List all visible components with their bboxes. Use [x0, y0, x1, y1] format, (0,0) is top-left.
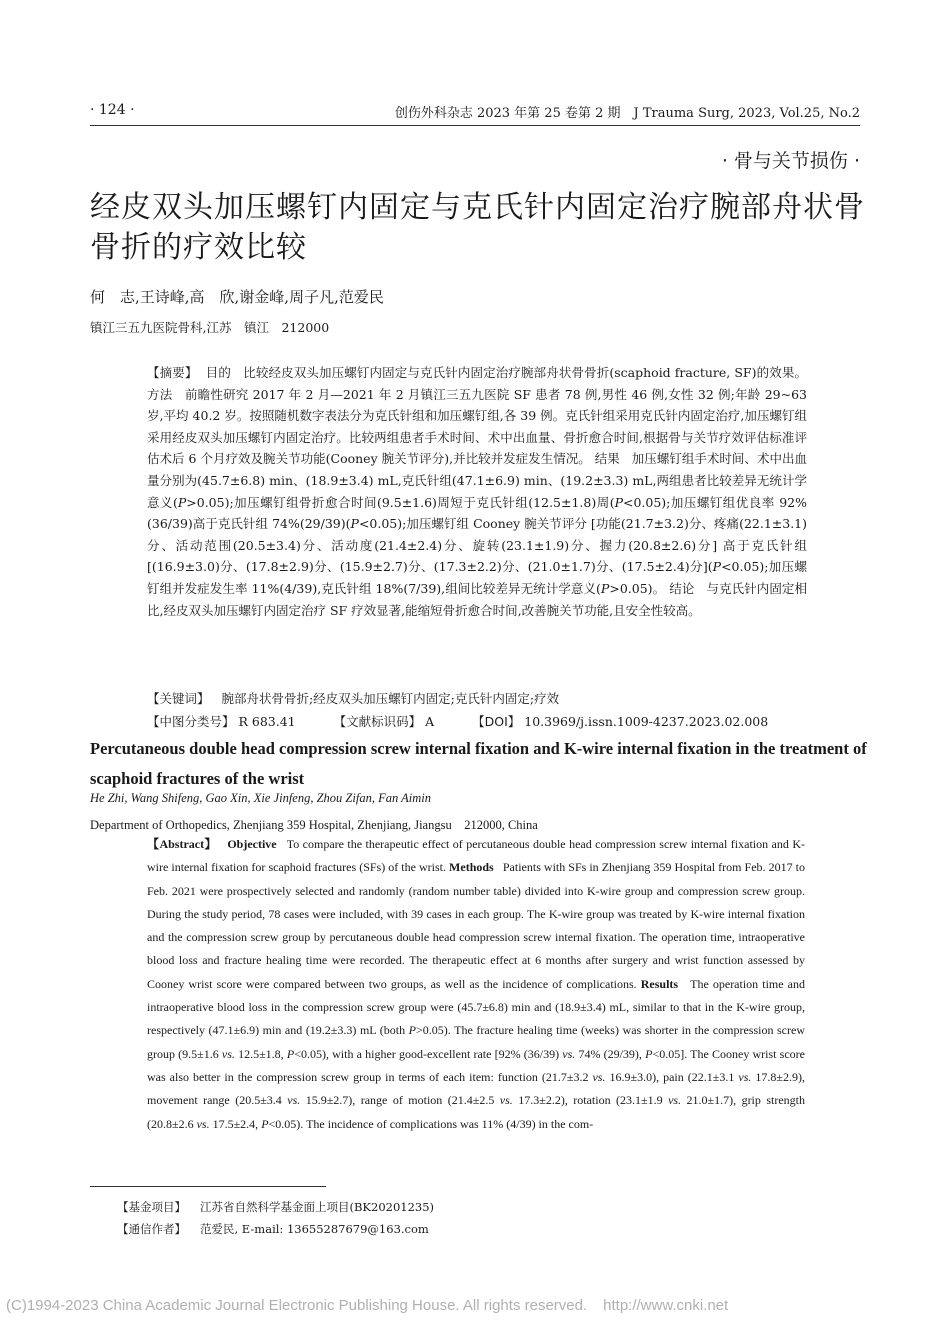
p-symbol: P [261, 1116, 269, 1131]
p-symbol: P [350, 516, 359, 532]
results-en-text: 21.0±1.7), grip strength (20.8±2.6 [147, 1093, 806, 1131]
abstract-en [147, 833, 805, 1136]
results-en-text: <0.05]. The Cooney wrist score was also better in the compression screw group in terms of each item: function (21.7±3.2 [147, 1046, 805, 1084]
objective-en-label: Objective [227, 837, 277, 851]
affiliation-zh: 镇江三五九医院骨科,江苏 镇江 212000 [90, 320, 330, 335]
funding-label: 【基金项目】 [117, 1200, 186, 1214]
results-en-text: The operation time and intraoperative blood loss in the compression screw group were (45.7±6.8) min and (18.9±3.4) mL, similar to that in the K-wire group, respectively (47.1±6.9) min and (19.2±3.3) mL (both [147, 976, 805, 1038]
keywords-label: 【关键词】 [147, 691, 210, 706]
header-divider [90, 125, 860, 126]
journal-citation: 创伤外科杂志 2023 年第 25 卷第 2 期 J Trauma Surg, 2023, Vol.25, No.2 [394, 106, 860, 121]
results-en-text: 17.5±2.4, [209, 1116, 262, 1131]
methods-zh-label: 方法 [147, 386, 173, 402]
keywords-text: 腕部舟状骨骨折;经皮双头加压螺钉内固定;克氏针内固定;疗效 [221, 691, 560, 706]
p-symbol: P [177, 494, 187, 510]
clc-label: 【中图分类号】 [147, 714, 235, 729]
p-symbol: P [645, 1046, 653, 1061]
methods-en-label: Methods [449, 860, 494, 875]
copyright-text: (C)1994-2023 China Academic Journal Electronic Publishing House. All rights reserved. [6, 1297, 588, 1314]
results-zh-text: >0.05);加压螺钉组骨折愈合时间(9.5±1.6)周短于克氏针组(12.5±1.8)周( [186, 494, 615, 510]
results-en-text: 15.9±2.7), range of motion (21.4±2.5 [300, 1093, 500, 1108]
corresponding-label: 【通信作者】 [117, 1222, 186, 1236]
corresponding-text: 范爱民, E-mail: 13655287679@163.com [200, 1222, 429, 1236]
p-symbol: P [408, 1023, 416, 1038]
results-en-text: <0.05), with a higher good-excellent rate [92% (36/39) [294, 1046, 563, 1061]
page-number: · 124 · [90, 102, 135, 118]
results-en-text: 12.5±1.8, [234, 1046, 287, 1061]
clc-value: R 683.41 [238, 714, 296, 729]
section-label: · 骨与关节损伤 · [721, 150, 860, 172]
article-title-zh: 经皮双头加压螺钉内固定与克氏针内固定治疗腕部舟状骨骨折的疗效比较 [90, 190, 865, 265]
results-zh-text: <0.05);加压螺钉组 Cooney 腕关节评分 [功能(21.7±3.2)分、疼痛(22.1±3.1)分、活动范围(20.5±3.4)分、活动度(21.4±2.4)分、旋转(23.1±1.9)分、握力(20.8±2.6)分] 高于克氏针组 [(16.9±3.0)分、(17.8±2.9)分、(15.9±2.7)分、(17.3±2.2)分、(21.0±1.7)分、(17.5±2.4)分]( [147, 516, 808, 575]
vs-abbrev: vs. [499, 1093, 513, 1108]
p-symbol: P [600, 580, 610, 596]
objective-en: To compare the therapeutic effect of percutaneous double head compression screw internal fixation and K-wire internal fixation for scaphoid fractures (SFs) of the wrist. [147, 837, 805, 875]
authors-zh: 何 志,王诗峰,高 欣,谢金峰,周子凡,范爱民 [90, 288, 384, 306]
vs-abbrev: vs. [592, 1069, 606, 1084]
footnote-funding [117, 1199, 434, 1215]
keywords-line [147, 689, 559, 707]
conclusion-zh-label: 结论 [669, 580, 695, 596]
results-zh-text: <0.05);加压螺钉组优良率 92%(36/39)高于克氏针组 74%(29/39)( [147, 494, 807, 532]
abstract-en-label: 【Abstract】 [147, 837, 217, 851]
abstract-zh-label: 【摘要】 [147, 365, 198, 380]
p-symbol: P [286, 1046, 295, 1061]
results-zh-text: >0.05)。 [609, 580, 666, 596]
copyright-watermark [6, 1297, 728, 1314]
methods-en: Patients with SFs in Zhenjiang 359 Hospital from Feb. 2017 to Feb. 2021 were prospectively selected and randomly (random number table) divided into K-wire group and compression screw group. During the study period, 78 cases were included, with 39 cases in each group. The K-wire group was treated by K-wire internal fixation and the compression screw group by percutaneous double head compression screw internal fixation. The operation time, intraoperative blood loss and fracture healing time were recorded. The therapeutic effect at 6 months after surgery and wrist function assessed by Cooney wrist score were compared between two groups, as well as the incidence of complications. [147, 860, 805, 991]
doc-code-value: A [425, 714, 435, 729]
results-zh-label: 结果 [594, 451, 620, 467]
doi-value: 10.3969/j.issn.1009-4237.2023.02.008 [524, 714, 769, 729]
results-en-text: 17.3±2.2), rotation (23.1±1.9 [512, 1093, 669, 1108]
affiliation-en: Department of Orthopedics, Zhenjiang 359 Hospital, Zhenjiang, Jiangsu 212000, China [90, 818, 538, 832]
doi-label: 【DOI】 [472, 714, 521, 729]
funding-text: 江苏省自然科学基金面上项目(BK20201235) [200, 1200, 435, 1214]
p-symbol: P [712, 559, 722, 575]
doc-code-label: 【文献标识码】 [333, 714, 422, 729]
vs-abbrev: vs. [668, 1093, 682, 1108]
results-zh-text: <0.05);加压螺钉组并发症发生率 11%(4/39),克氏针组 18%(7/39),组间比较差异无统计学意义( [147, 559, 807, 596]
classification-line [147, 712, 768, 730]
vs-abbrev: vs. [562, 1046, 576, 1061]
p-symbol: P [614, 494, 623, 510]
article-title-en: Percutaneous double head compression screw internal fixation and K-wire internal fixation in the treatment of scaphoid fractures of the wrist [90, 739, 867, 788]
results-en-text: >0.05). The fracture healing time (weeks) was shorter in the compression screw group (9.5±1.6 [147, 1023, 805, 1061]
results-zh-text: 加压螺钉组手术时间、术中出血量分别为(45.7±6.8) min、(18.9±3.4) mL,克氏针组(47.1±6.9) min、(19.2±3.3) mL,两组患者比较差异无统计学意义( [147, 451, 807, 510]
results-en-text: <0.05). The incidence of complications was 11% (4/39) in the com- [268, 1116, 594, 1131]
objective-zh: 比较经皮双头加压螺钉内固定与克氏针内固定治疗腕部舟状骨骨折(scaphoid fracture, SF)的效果。 [243, 365, 807, 380]
conclusion-zh: 与克氏针内固定相比,经皮双头加压螺钉内固定治疗 SF 疗效显著,能缩短骨折愈合时间,改善腕关节功能,且安全性较高。 [147, 580, 807, 618]
vs-abbrev: vs. [287, 1093, 301, 1108]
results-en-text: 74% (29/39), [575, 1046, 646, 1061]
objective-zh-label: 目的 [205, 365, 231, 380]
abstract-zh [147, 362, 807, 621]
footnote-corresponding [117, 1221, 429, 1237]
vs-abbrev: vs. [196, 1116, 210, 1131]
results-en-text: 16.9±3.0), pain (22.1±3.1 [605, 1069, 739, 1084]
results-en-label: Results [640, 976, 679, 991]
vs-abbrev: vs. [738, 1069, 752, 1084]
vs-abbrev: vs. [221, 1046, 235, 1061]
authors-en: He Zhi, Wang Shifeng, Gao Xin, Xie Jinfeng, Zhou Zifan, Fan Aimin [90, 791, 431, 805]
cnki-url[interactable]: http://www.cnki.net [603, 1297, 729, 1314]
results-en-text: 17.8±2.9), movement range (20.5±3.4 [147, 1069, 805, 1108]
footnote-divider [90, 1186, 326, 1187]
methods-zh: 前瞻性研究 2017 年 2 月—2021 年 2 月镇江三五九医院 SF 患者 78 例,男性 46 例,女性 32 例;年龄 29~63 岁,平均 40.2 岁。按照随机数字表法分为克氏针组和加压螺钉组,各 39 例。克氏针组采用克氏针内固定治疗,加压螺钉组采用经皮双头加压螺钉内固定治疗。比较两组患者手术时间、术中出血量、骨折愈合时间,根据骨与关节疗效评估标准评估术后 6 个月疗效及腕关节功能(Cooney 腕关节评分),并比较并发症发生情况。 [147, 386, 807, 467]
